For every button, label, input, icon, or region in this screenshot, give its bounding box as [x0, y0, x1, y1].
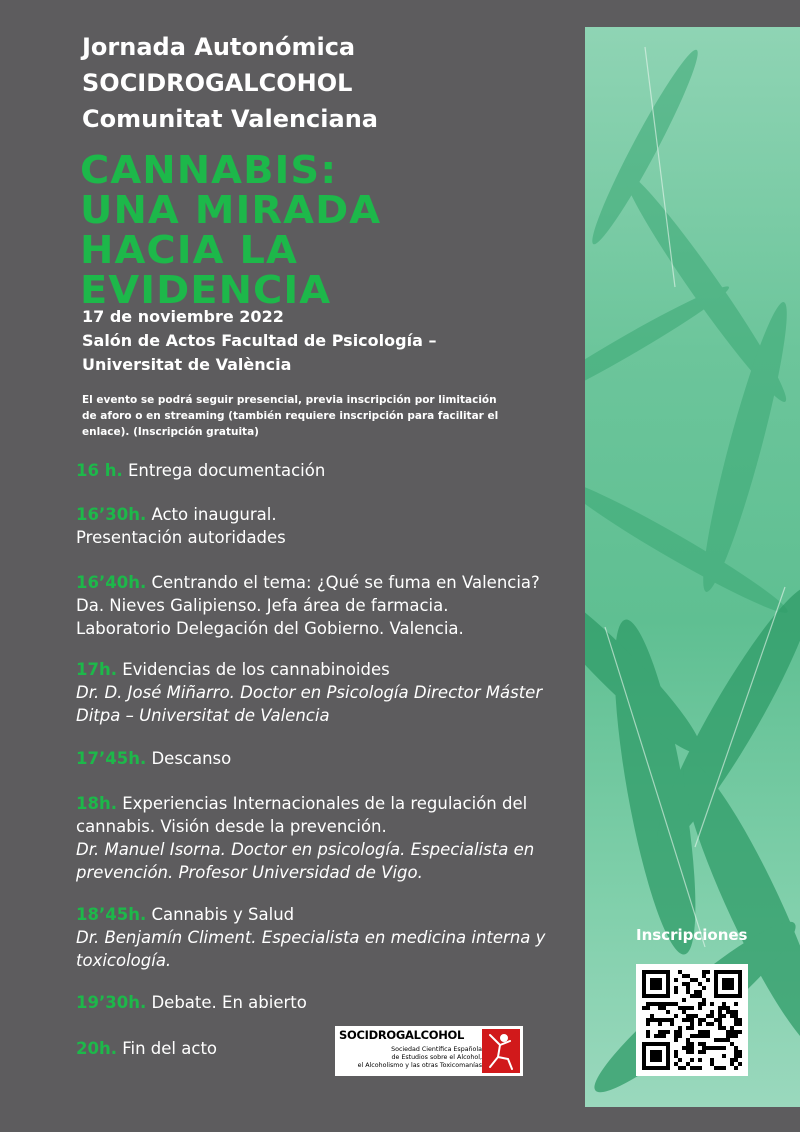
program-item [76, 1037, 326, 1060]
program-time: 17h. [76, 660, 117, 679]
program-text: Centrando el tema: ¿Qué se fuma en Valencia? [151, 573, 540, 592]
event-venue: Salón de Actos Facultad de Psicología – [82, 331, 437, 350]
program-time: 16’40h. [76, 573, 147, 592]
program-time: 19’30h. [76, 993, 147, 1012]
registration-qr-code[interactable] [636, 964, 748, 1076]
program-detail: Da. Nieves Galipienso. Jefa área de farmacia. [76, 596, 449, 615]
notice-line: de aforo o en streaming (también requiere inscripción para facilitar el [82, 410, 499, 422]
qr-code-icon [642, 970, 742, 1070]
event-title [80, 150, 510, 310]
program-item [76, 991, 576, 1014]
program-item [76, 903, 576, 972]
logo-subtitle: Sociedad Científica Española [391, 1046, 482, 1053]
notice-line: enlace). (Inscripción gratuita) [82, 426, 259, 438]
program-speaker: toxicología. [76, 951, 172, 970]
program-speaker: Dr. Benjamín Climent. Especialista en medicina interna y [76, 928, 546, 947]
program-text: Descanso [151, 749, 232, 768]
title-line: UNA MIRADA [80, 188, 382, 232]
program-time: 16’30h. [76, 505, 147, 524]
notice-line: El evento se podrá seguir presencial, previa inscripción por limitación [82, 394, 497, 406]
header-line-2: SOCIDROGALCOHOL [82, 69, 353, 97]
program-detail: Laboratorio Delegación del Gobierno. Valencia. [76, 619, 464, 638]
logo-name: SOCIDROGALCOHOL [339, 1028, 465, 1042]
program-speaker: Dr. Manuel Isorna. Doctor en psicología. Especialista en [76, 840, 535, 859]
header-line-3: Comunitat Valenciana [82, 105, 378, 133]
program-text: Debate. En abierto [151, 993, 307, 1012]
program-time: 18h. [76, 794, 117, 813]
program-text: Cannabis y Salud [151, 905, 295, 924]
program-time: 16 h. [76, 461, 123, 480]
program-text: Acto inaugural. [151, 505, 277, 524]
event-venue: Universitat de València [82, 355, 292, 374]
logo-figure-icon [482, 1029, 520, 1073]
program-speaker: Dr. D. José Miñarro. Doctor en Psicología Director Máster [76, 683, 543, 702]
program-detail: Presentación autoridades [76, 528, 286, 547]
program-time: 18’45h. [76, 905, 147, 924]
event-date: 17 de noviembre 2022 [82, 307, 284, 326]
program-speaker: Ditpa – Universitat de Valencia [76, 706, 330, 725]
cannabis-leaf-illustration [585, 27, 800, 1107]
program-time: 20h. [76, 1039, 117, 1058]
attendance-notice [82, 392, 522, 440]
socidrogalcohol-logo [335, 1026, 523, 1076]
title-line: HACIA LA [80, 228, 298, 272]
program-text: Fin del acto [122, 1039, 218, 1058]
logo-subtitle: el Alcoholismo y las otras Toxicomanías [357, 1062, 482, 1069]
program-item [76, 747, 576, 770]
program-text: Entrega documentación [127, 461, 326, 480]
program-item [76, 459, 576, 482]
program-item [76, 571, 576, 640]
event-info [82, 305, 436, 377]
program-time: 17’45h. [76, 749, 147, 768]
header-line-1: Jornada Autonómica [82, 33, 356, 61]
program-item [76, 792, 576, 884]
title-line: CANNABIS: [80, 148, 338, 192]
program-detail: cannabis. Visión desde la prevención. [76, 817, 387, 836]
program-text: Evidencias de los cannabinoides [122, 660, 390, 679]
program-item [76, 503, 576, 549]
program-item [76, 658, 576, 727]
program-text: Experiencias Internacionales de la regulación del [122, 794, 528, 813]
cannabis-leaf-photo [585, 27, 800, 1107]
registration-label: Inscripciones [636, 926, 748, 944]
logo-subtitle: de Estudios sobre el Alcohol, [391, 1054, 482, 1061]
program-speaker: prevención. Profesor Universidad de Vigo. [76, 863, 423, 882]
figure-icon [482, 1029, 520, 1073]
title-line: EVIDENCIA [80, 268, 332, 312]
